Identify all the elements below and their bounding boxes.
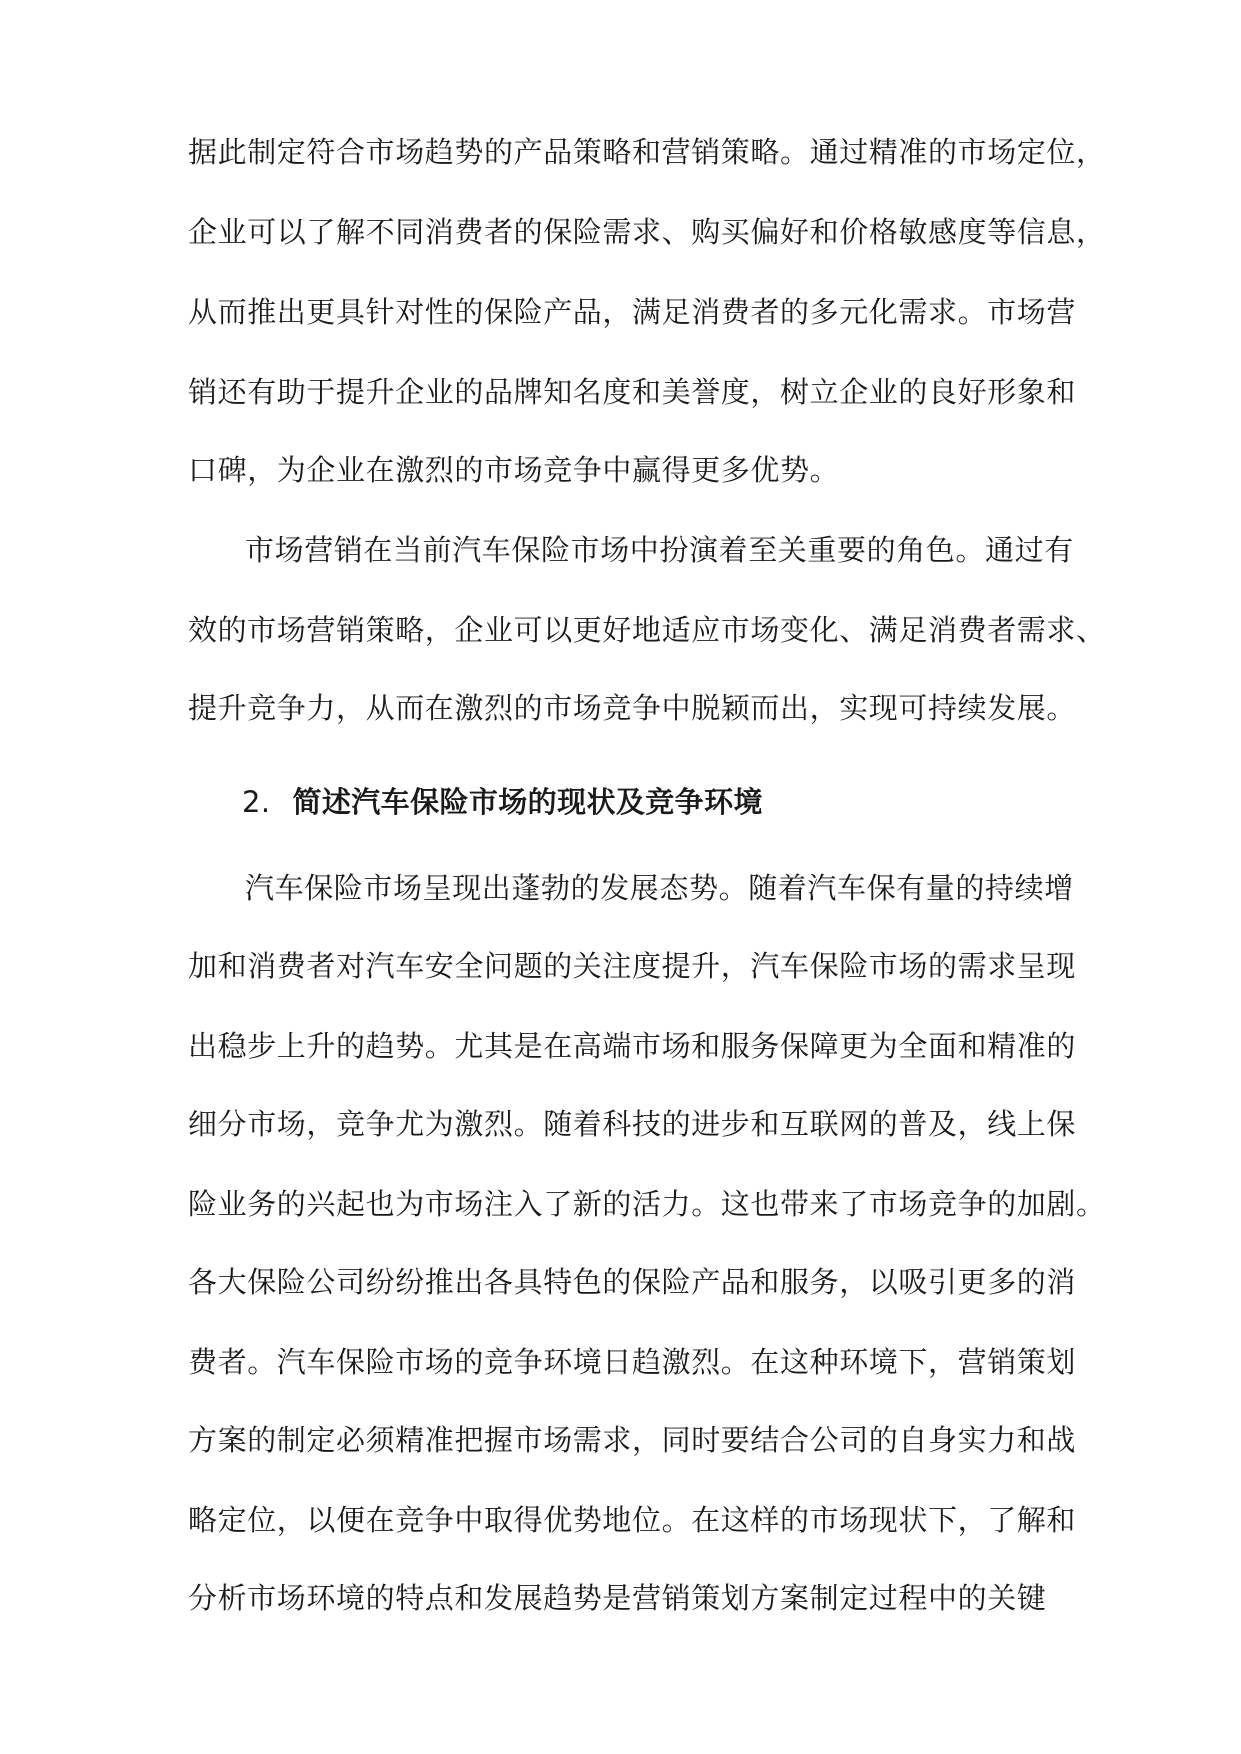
paragraph-line: 提升竞争力，从而在激烈的市场竞争中脱颖而出，实现可持续发展。 — [188, 691, 1077, 725]
paragraph-line: 汽车保险市场呈现出蓬勃的发展态势。随着汽车保有量的持续增 — [245, 871, 1074, 905]
paragraph-line: 效的市场营销策略，企业可以更好地适应市场变化、满足消费者需求、 — [188, 613, 1106, 647]
section-heading — [242, 782, 763, 822]
paragraph-line: 出稳步上升的趋势。尤其是在高端市场和服务保障更为全面和精准的 — [188, 1029, 1077, 1063]
section-title: 简述汽车保险市场的现状及竞争环境 — [292, 785, 763, 819]
paragraph-line: 据此制定符合市场趋势的产品策略和营销策略。通过精准的市场定位， — [188, 135, 1106, 169]
section-number: 2. — [242, 785, 271, 819]
paragraph-line: 从而推出更具针对性的保险产品，满足消费者的多元化需求。市场营 — [188, 295, 1077, 329]
paragraph-line: 企业可以了解不同消费者的保险需求、购买偏好和价格敏感度等信息， — [188, 215, 1106, 249]
paragraph-line: 费者。汽车保险市场的竞争环境日趋激烈。在这种环境下，营销策划 — [188, 1345, 1077, 1379]
paragraph-line: 市场营销在当前汽车保险市场中扮演着至关重要的角色。通过有 — [245, 533, 1074, 567]
paragraph-line: 方案的制定必须精准把握市场需求，同时要结合公司的自身实力和战 — [188, 1423, 1077, 1457]
paragraph-line: 细分市场，竞争尤为激烈。随着科技的进步和互联网的普及，线上保 — [188, 1107, 1077, 1141]
paragraph-line: 销还有助于提升企业的品牌知名度和美誉度，树立企业的良好形象和 — [188, 375, 1077, 409]
paragraph-line: 略定位，以便在竞争中取得优势地位。在这样的市场现状下，了解和 — [188, 1503, 1077, 1537]
paragraph-line: 口碑，为企业在激烈的市场竞争中赢得更多优势。 — [188, 453, 840, 487]
paragraph-line: 分析市场环境的特点和发展趋势是营销策划方案制定过程中的关键 — [188, 1581, 1047, 1615]
paragraph-line: 各大保险公司纷纷推出各具特色的保险产品和服务，以吸引更多的消 — [188, 1265, 1077, 1299]
paragraph-line: 险业务的兴起也为市场注入了新的活力。这也带来了市场竞争的加剧。 — [188, 1187, 1106, 1221]
paragraph-line: 加和消费者对汽车安全问题的关注度提升，汽车保险市场的需求呈现 — [188, 949, 1077, 983]
